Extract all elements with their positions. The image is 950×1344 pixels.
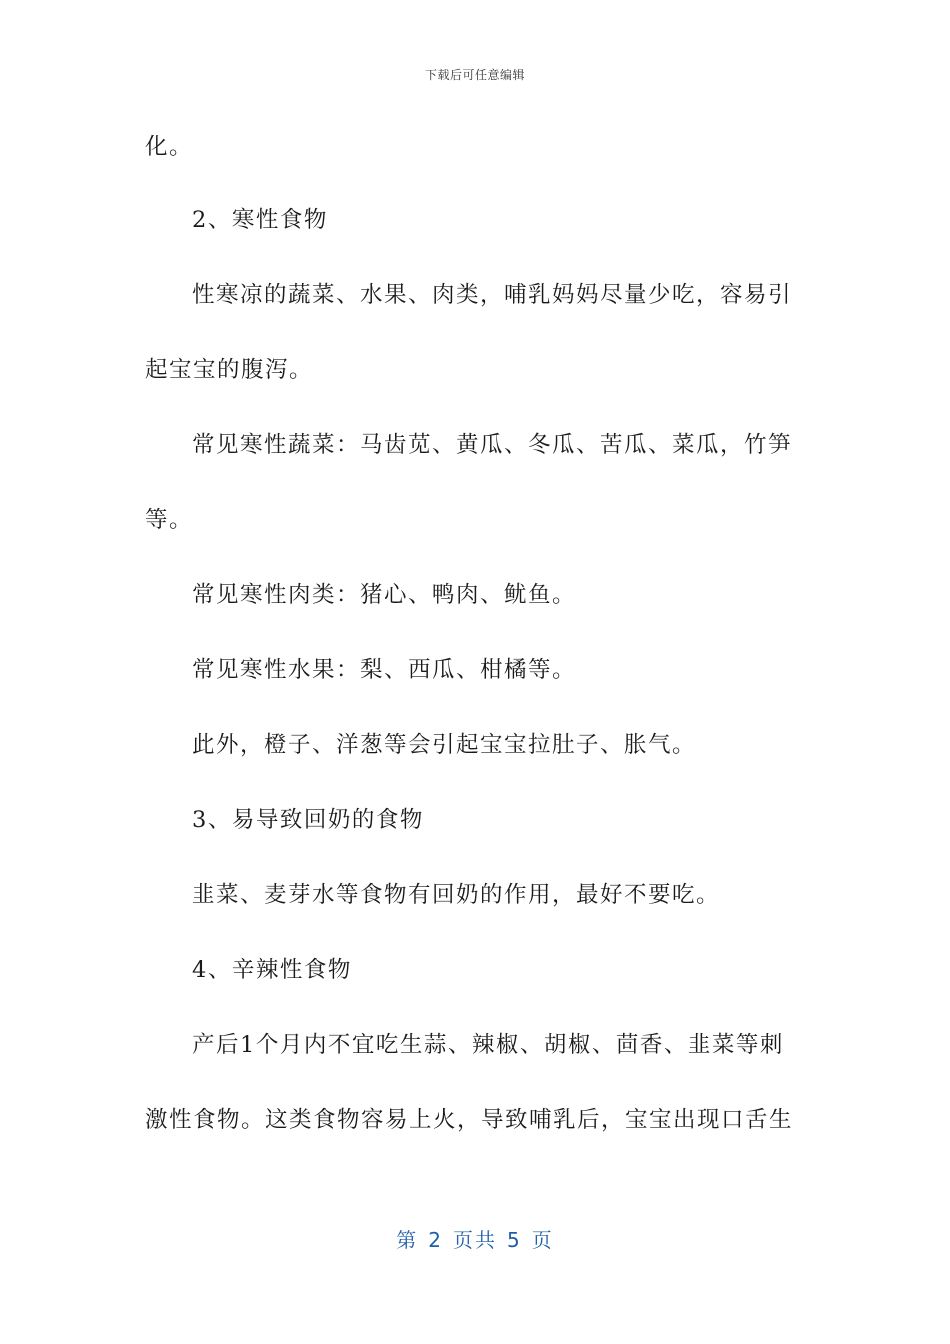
page-header-note: 下载后可任意编辑 — [424, 68, 525, 82]
paragraph-line: 常见寒性肉类：猪心、鸭肉、鱿鱼。 — [192, 582, 577, 608]
paragraph-line: 产后1个月内不宜吃生蒜、辣椒、胡椒、茴香、韭菜等刺 — [192, 1032, 784, 1058]
page-suffix: 页 — [531, 1228, 554, 1252]
page-prefix: 第 — [396, 1228, 419, 1252]
paragraph-line: 激性食物。这类食物容易上火，导致哺乳后，宝宝出现口舌生 — [145, 1107, 794, 1133]
paragraph-line: 等。 — [145, 507, 194, 533]
paragraph-line: 常见寒性水果：梨、西瓜、柑橘等。 — [192, 657, 577, 683]
section-heading-cold-foods: 2、寒性食物 — [192, 207, 328, 233]
page-number-footer — [0, 1224, 950, 1253]
paragraph-line: 韭菜、麦芽水等食物有回奶的作用，最好不要吃。 — [192, 882, 721, 908]
paragraph-line: 此外，橙子、洋葱等会引起宝宝拉肚子、胀气。 — [192, 732, 697, 758]
paragraph-line: 化。 — [145, 134, 194, 160]
paragraph-line: 常见寒性蔬菜：马齿苋、黄瓜、冬瓜、苦瓜、菜瓜，竹笋 — [192, 432, 793, 458]
page-middle: 页共 — [453, 1228, 497, 1252]
page-current: 2 — [428, 1228, 443, 1252]
section-heading-spicy-foods: 4、辛辣性食物 — [192, 957, 352, 983]
page-total: 5 — [507, 1228, 522, 1252]
paragraph-line: 性寒凉的蔬菜、水果、肉类，哺乳妈妈尽量少吃，容易引 — [192, 282, 793, 308]
section-heading-milk-reducing-foods: 3、易导致回奶的食物 — [192, 807, 424, 833]
paragraph-line: 起宝宝的腹泻。 — [145, 357, 314, 383]
